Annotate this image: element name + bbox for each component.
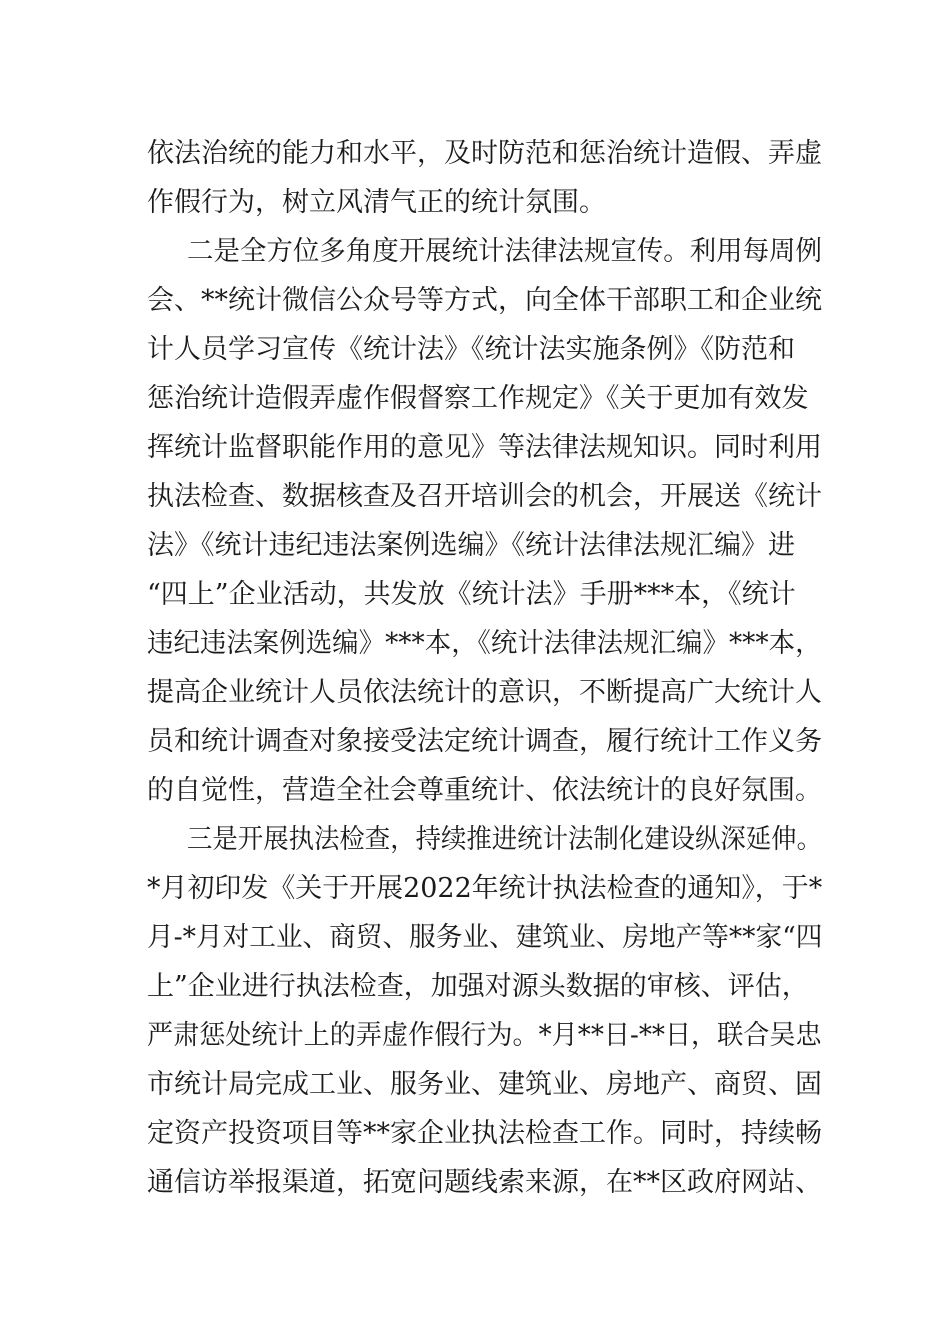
text-line-11: 违纪违法案例选编》***本，《统计法律法规汇编》***本， — [147, 628, 822, 659]
text-line-7: 挥统计监督职能作用的意见》等法律法规知识。同时利用 — [147, 432, 822, 463]
text-line-5: 计人员学习宣传《统计法》《统计法实施条例》《防范和 — [147, 334, 795, 365]
paragraph-3-first-line: 三是开展执法检查，持续推进统计法制化建设纵深延伸。 — [187, 824, 822, 855]
text-line-16: *月初印发《关于开展2022年统计执法检查的通知》，于* — [147, 873, 823, 904]
text-line-12: 提高企业统计人员依法统计的意识，不断提高广大统计人 — [147, 677, 822, 708]
text-line-14: 的自觉性，营造全社会尊重统计、依法统计的良好氛围。 — [147, 775, 822, 806]
text-line-6: 惩治统计造假弄虚作假督察工作规定》《关于更加有效发 — [147, 383, 809, 414]
text-line-9: 法》《统计违纪违法案例选编》《统计法律法规汇编》进 — [147, 530, 795, 561]
text-line-2: 作假行为，树立风清气正的统计氛围。 — [147, 187, 606, 218]
text-line-19: 严肃惩处统计上的弄虚作假行为。*月**日-**日，联合吴忠 — [147, 1020, 822, 1051]
text-line-4: 会、**统计微信公众号等方式，向全体干部职工和企业统 — [147, 285, 822, 316]
text-line-8: 执法检查、数据核查及召开培训会的机会，开展送《统计 — [147, 481, 822, 512]
text-line-1: 依法治统的能力和水平，及时防范和惩治统计造假、弄虚 — [147, 138, 822, 169]
text-line-13: 员和统计调查对象接受法定统计调查，履行统计工作义务 — [147, 726, 822, 757]
paragraph-2-first-line: 二是全方位多角度开展统计法律法规宣传。利用每周例 — [187, 236, 822, 267]
text-line-21: 定资产投资项目等**家企业执法检查工作。同时，持续畅 — [147, 1118, 822, 1149]
text-line-20: 市统计局完成工业、服务业、建筑业、房地产、商贸、固 — [147, 1069, 822, 1100]
text-line-18: 上”企业进行执法检查，加强对源头数据的审核、评估， — [147, 971, 809, 1002]
text-line-22: 通信访举报渠道，拓宽问题线索来源，在**区政府网站、 — [147, 1167, 822, 1198]
text-line-17: 月-*月对工业、商贸、服务业、建筑业、房地产等**家“四 — [147, 922, 823, 953]
text-line-10: “四上”企业活动，共发放《统计法》手册***本，《统计 — [147, 579, 796, 610]
